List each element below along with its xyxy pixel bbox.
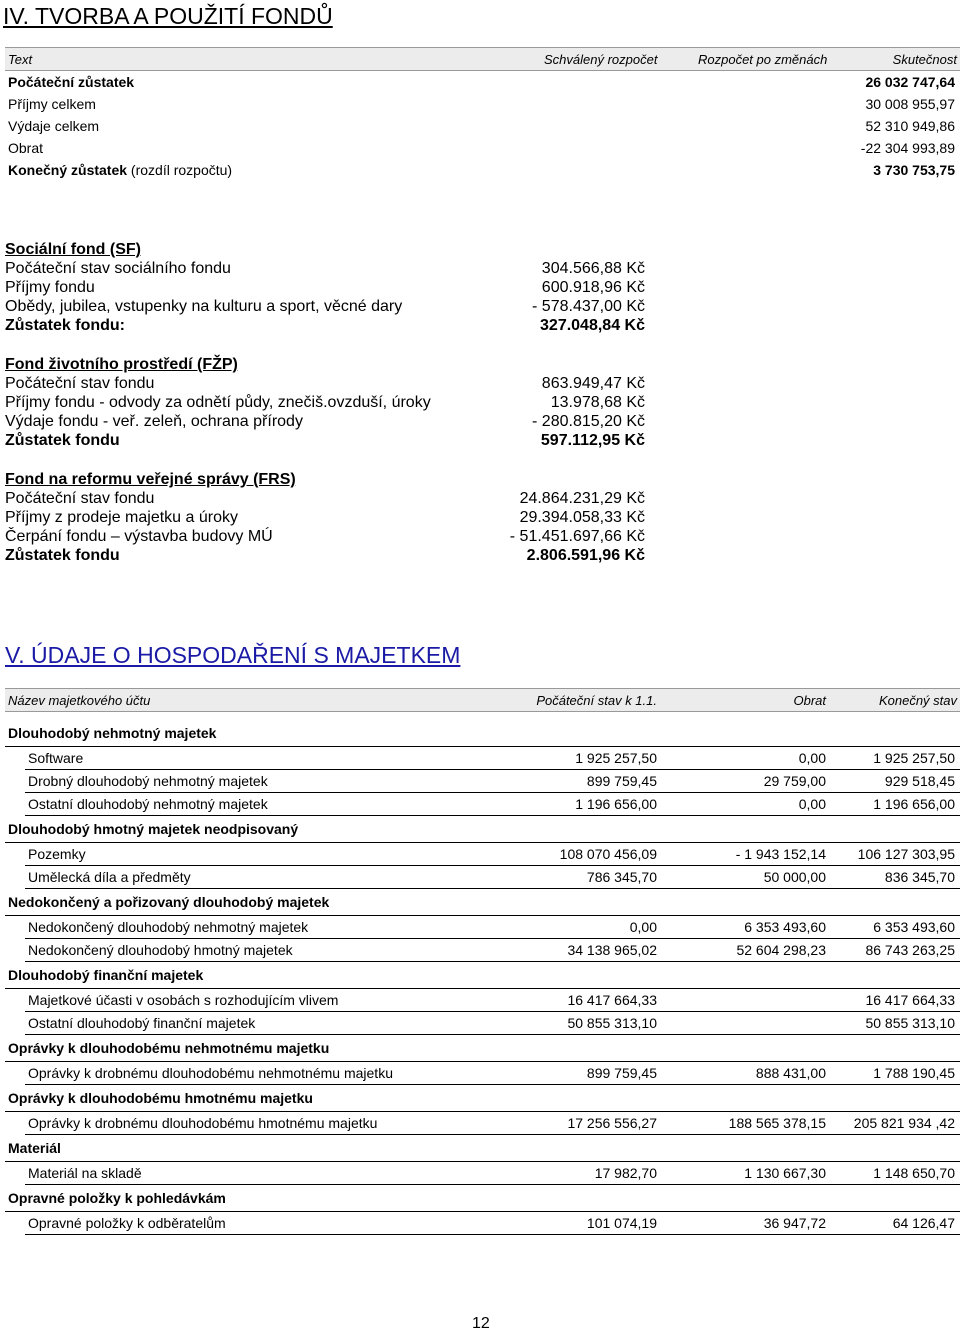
category-row [5, 720, 960, 747]
fund-title: Sociální fond (SF) [5, 241, 141, 258]
row-label-main: Konečný zůstatek [8, 162, 128, 178]
category-name: Opravné položky k pohledávkám [8, 1190, 226, 1206]
turnover: 6 353 493,60 [744, 919, 826, 935]
fund-row-label: Výdaje fondu - veř. zeleň, ochrana přírody [5, 413, 303, 430]
start-balance: 899 759,45 [586, 773, 657, 789]
row-value: 52 310 949,86 [865, 118, 955, 134]
fund-row-amount: 327.048,84 Kč [540, 317, 645, 334]
start-balance: 899 759,45 [586, 1065, 657, 1081]
table-row [25, 1212, 960, 1235]
start-balance: 786 345,70 [586, 869, 657, 885]
table-row [25, 843, 960, 866]
header-start-balance: Počáteční stav k 1.1. [536, 693, 657, 708]
fund-row-label: Zůstatek fondu [5, 547, 120, 564]
category-row [5, 889, 960, 916]
row-value: 30 008 955,97 [865, 96, 955, 112]
end-balance: 50 855 313,10 [865, 1015, 955, 1031]
header-end-balance: Konečný stav [878, 693, 957, 708]
table-row [25, 747, 960, 770]
account-name: Pozemky [28, 846, 86, 862]
account-name: Opravné položky k odběratelům [28, 1215, 226, 1231]
turnover: 188 565 378,15 [728, 1115, 826, 1131]
table-header [5, 688, 960, 712]
category-name: Dlouhodobý nehmotný majetek [8, 725, 217, 741]
category-row [5, 816, 960, 843]
start-balance: 16 417 664,33 [567, 992, 657, 1008]
row-value: 26 032 747,64 [865, 74, 955, 90]
end-balance: 1 196 656,00 [873, 796, 955, 812]
account-name: Materiál na skladě [28, 1165, 142, 1181]
start-balance: 50 855 313,10 [567, 1015, 657, 1031]
table-row [25, 793, 960, 816]
fund-row-amount: - 51.451.697,66 Kč [509, 528, 645, 545]
fund-row-amount: 13.978,68 Kč [550, 394, 645, 411]
fund-social [5, 241, 645, 336]
turnover: 52 604 298,23 [736, 942, 826, 958]
end-balance: 86 743 263,25 [865, 942, 955, 958]
category-name: Dlouhodobý hmotný majetek neodpisovaný [8, 821, 299, 837]
fund-row-label: Čerpání fondu – výstavba budovy MÚ [5, 528, 273, 545]
table-row [25, 1062, 960, 1085]
fund-row-label: Obědy, jubilea, vstupenky na kulturu a sport, věcné dary [5, 298, 403, 315]
start-balance: 0,00 [629, 919, 657, 935]
category-row [5, 1185, 960, 1212]
end-balance: 929 518,45 [884, 773, 955, 789]
account-name: Majetkové účasti v osobách s rozhodujícím vlivem [28, 992, 339, 1008]
header-approved-budget: Schválený rozpočet [544, 52, 658, 67]
start-balance: 108 070 456,09 [559, 846, 657, 862]
category-name: Oprávky k dlouhodobému hmotnému majetku [8, 1090, 313, 1106]
row-label: Obrat [8, 140, 44, 156]
table-row [25, 1162, 960, 1185]
fund-row-amount: - 578.437,00 Kč [532, 298, 645, 315]
row-label: Výdaje celkem [8, 118, 100, 134]
fund-row-amount: 600.918,96 Kč [541, 279, 645, 296]
header-actual: Skutečnost [892, 52, 957, 67]
category-name: Nedokončený a pořizovaný dlouhodobý majetek [8, 894, 330, 910]
end-balance: 16 417 664,33 [865, 992, 955, 1008]
account-name: Oprávky k drobnému dlouhodobému hmotnému majetku [28, 1115, 378, 1131]
fund-row-amount: 29.394.058,33 Kč [519, 509, 645, 526]
fund-reform [5, 471, 645, 566]
fund-row-amount: 863.949,47 Kč [541, 375, 645, 392]
fund-title: Fond životního prostředí (FŽP) [5, 356, 238, 373]
turnover: - 1 943 152,14 [735, 846, 826, 862]
fund-row-amount: - 280.815,20 Kč [532, 413, 645, 430]
fund-row-amount: 304.566,88 Kč [541, 260, 645, 277]
row-label [8, 162, 232, 178]
row-label: Počáteční zůstatek [8, 74, 135, 90]
fund-row-amount: 2.806.591,96 Kč [526, 547, 645, 564]
section-iv-heading: IV. TVORBA A POUŽITÍ FONDŮ [3, 3, 333, 29]
table-row [25, 770, 960, 793]
start-balance: 34 138 965,02 [567, 942, 657, 958]
account-name: Nedokončený dlouhodobý hmotný majetek [28, 942, 293, 958]
header-text: Text [8, 52, 33, 67]
end-balance: 205 821 934 ,42 [853, 1115, 955, 1131]
table-header [5, 47, 960, 71]
category-name: Dlouhodobý finanční majetek [8, 967, 204, 983]
page-number: 12 [472, 1315, 490, 1332]
header-turnover: Obrat [793, 693, 826, 708]
row-value: -22 304 993,89 [860, 140, 955, 156]
fund-title: Fond na reformu veřejné správy (FRS) [5, 471, 296, 488]
fund-row-amount: 24.864.231,29 Kč [519, 490, 645, 507]
account-name: Ostatní dlouhodobý nehmotný majetek [28, 796, 268, 812]
end-balance: 6 353 493,60 [873, 919, 955, 935]
assets-body [5, 712, 960, 1235]
end-balance: 1 148 650,70 [873, 1165, 955, 1181]
start-balance: 17 256 556,27 [567, 1115, 657, 1131]
table-row [5, 71, 960, 93]
turnover: 36 947,72 [763, 1215, 826, 1231]
category-name: Materiál [8, 1140, 61, 1156]
category-row [5, 1135, 960, 1162]
account-name: Umělecká díla a předměty [28, 869, 191, 885]
account-name: Nedokončený dlouhodobý nehmotný majetek [28, 919, 309, 935]
header-budget-after-changes: Rozpočet po změnách [698, 52, 828, 67]
table-row [25, 916, 960, 939]
fund-row-label: Počáteční stav fondu [5, 375, 155, 392]
table-row [5, 93, 960, 115]
turnover: 50 000,00 [763, 869, 826, 885]
category-row [5, 1085, 960, 1112]
start-balance: 1 196 656,00 [575, 796, 657, 812]
end-balance: 1 788 190,45 [873, 1065, 955, 1081]
end-balance: 64 126,47 [892, 1215, 955, 1231]
table-row [25, 989, 960, 1012]
table-row [25, 1112, 960, 1135]
table-row [25, 1012, 960, 1035]
end-balance: 836 345,70 [884, 869, 955, 885]
table-row [25, 939, 960, 962]
table-row [5, 137, 960, 159]
section-v-heading: V. ÚDAJE O HOSPODAŘENÍ S MAJETKEM [5, 642, 461, 668]
table-row [5, 159, 960, 181]
fund-row-label: Příjmy fondu [5, 279, 95, 296]
fund-environment [5, 356, 645, 451]
turnover: 0,00 [798, 796, 826, 812]
start-balance: 101 074,19 [586, 1215, 657, 1231]
turnover: 29 759,00 [763, 773, 826, 789]
table-row [25, 866, 960, 889]
turnover: 888 431,00 [755, 1065, 826, 1081]
fund-row-label: Zůstatek fondu [5, 432, 120, 449]
row-label: Příjmy celkem [8, 96, 96, 112]
start-balance: 1 925 257,50 [575, 750, 657, 766]
end-balance: 106 127 303,95 [857, 846, 955, 862]
turnover: 0,00 [798, 750, 826, 766]
row-label-note: (rozdíl rozpočtu) [127, 162, 233, 178]
fund-row-amount: 597.112,95 Kč [540, 432, 645, 449]
fund-row-label: Počáteční stav fondu [5, 490, 155, 507]
category-name: Oprávky k dlouhodobému nehmotnému majetku [8, 1040, 330, 1056]
account-name: Drobný dlouhodobý nehmotný majetek [28, 773, 268, 789]
table-row [5, 115, 960, 137]
account-name: Software [28, 750, 84, 766]
row-value: 3 730 753,75 [873, 162, 955, 178]
category-row [5, 962, 960, 989]
end-balance: 1 925 257,50 [873, 750, 955, 766]
fund-row-label: Příjmy z prodeje majetku a úroky [5, 509, 238, 526]
start-balance: 17 982,70 [594, 1165, 657, 1181]
assets-table [5, 688, 960, 1235]
header-account-name: Název majetkového účtu [8, 693, 151, 708]
turnover: 1 130 667,30 [744, 1165, 826, 1181]
account-name: Ostatní dlouhodobý finanční majetek [28, 1015, 256, 1031]
funds-summary-table [5, 47, 960, 181]
fund-row-label: Počáteční stav sociálního fondu [5, 260, 231, 277]
fund-row-label: Zůstatek fondu: [5, 317, 125, 334]
account-name: Oprávky k drobnému dlouhodobému nehmotnému majetku [28, 1065, 393, 1081]
category-row [5, 1035, 960, 1062]
fund-row-label: Příjmy fondu - odvody za odnětí půdy, znečiš.ovzduší, úroky [5, 394, 431, 411]
